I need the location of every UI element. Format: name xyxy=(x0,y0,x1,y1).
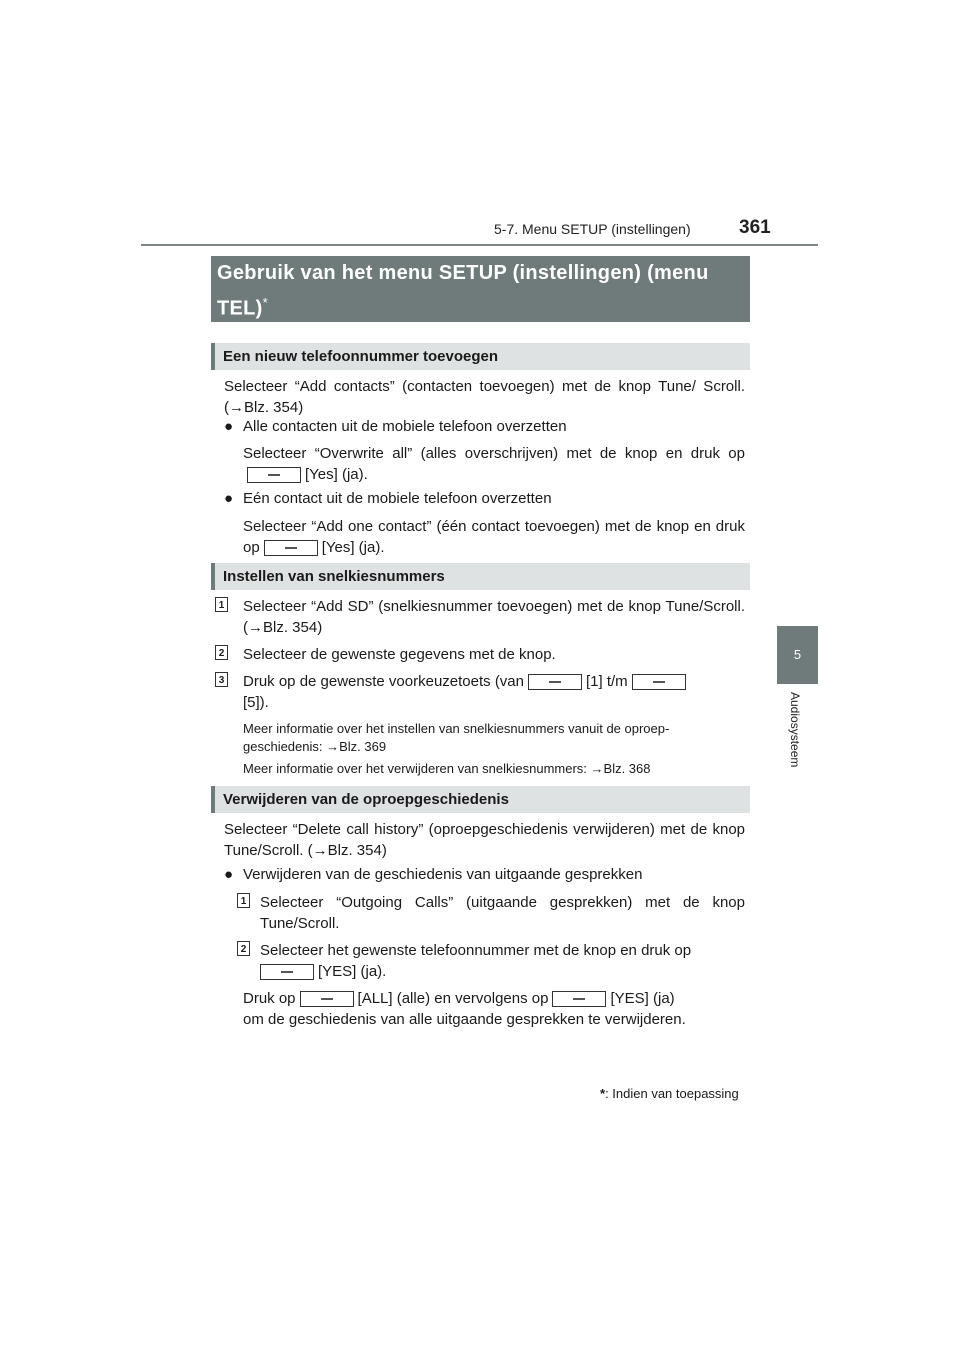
chapter-tab: 5 xyxy=(777,626,818,684)
button-icon xyxy=(300,991,354,1007)
step-text-part: [5]). xyxy=(243,694,269,711)
step-number: 1 xyxy=(237,893,250,908)
step-text-part: [1] t/m xyxy=(586,673,628,690)
bullet-item xyxy=(224,416,745,437)
button-icon xyxy=(260,964,314,980)
section-heading-add-number: Een nieuw telefoonnummer toevoegen xyxy=(211,343,750,370)
bullet-detail-text: Selecteer “Add one contact” (één contact toevoegen) met de knop en druk op xyxy=(243,518,745,556)
asterisk-mark: * xyxy=(600,1086,606,1101)
footnote-text: : Indien van toepassing xyxy=(605,1086,739,1101)
bullet-detail-text-end: [Yes] (ja). xyxy=(321,539,385,556)
text-part: [YES] (ja) xyxy=(610,990,675,1007)
step-text: Selecteer de gewenste gegevens met de knop. xyxy=(243,646,556,663)
bullet-text: Alle contacten uit de mobiele telefoon overzetten xyxy=(243,418,567,435)
header-divider xyxy=(141,244,818,246)
step-text-cont xyxy=(260,961,745,982)
step-text: Selecteer “Outgoing Calls” (uitgaande gesprekken) met de knop Tune/Scroll. xyxy=(260,894,745,932)
text-part: [ALL] (alle) en vervolgens op xyxy=(357,990,549,1007)
note-text: Meer informatie over het verwijderen van snelkiesnummers: →Blz. 368 xyxy=(243,761,651,776)
page-number: 361 xyxy=(739,217,771,238)
step-number: 2 xyxy=(237,941,250,956)
step-text xyxy=(243,671,745,713)
step-number: 2 xyxy=(215,645,228,660)
section1-intro: Selecteer “Add contacts” (contacten toevoegen) met de knop Tune/ Scroll. (→Blz. 354) xyxy=(224,378,745,416)
text-part: Druk op xyxy=(243,990,296,1007)
bullet-detail xyxy=(243,516,745,558)
bullet-detail-text: Selecteer “Overwrite all” (alles overschrijven) met de knop en druk op xyxy=(243,445,745,462)
button-icon xyxy=(552,991,606,1007)
asterisk-mark: * xyxy=(262,295,268,310)
bullet-detail xyxy=(243,443,745,485)
footnote xyxy=(600,1086,739,1101)
running-header-section: 5-7. Menu SETUP (instellingen) xyxy=(494,221,691,237)
button-icon xyxy=(632,674,686,690)
text-part: om de geschiedenis van alle uitgaande gesprekken te verwijderen. xyxy=(243,1011,686,1028)
bullet-text: Eén contact uit de mobiele telefoon overzetten xyxy=(243,490,552,507)
step-text-part: Druk op de gewenste voorkeuzetoets (van xyxy=(243,673,524,690)
step-text-part: [YES] (ja). xyxy=(318,963,387,980)
bullet-icon: ● xyxy=(224,418,234,435)
chapter-tab-label: Audiosysteem xyxy=(788,692,802,768)
section-heading-speed-dial: Instellen van snelkiesnummers xyxy=(211,563,750,590)
section-heading-delete-history: Verwijderen van de oproepgeschiedenis xyxy=(211,786,750,813)
note-text: Meer informatie over het instellen van snelkiesnummers vanuit de oproep- geschiedenis: →Blz. 369 xyxy=(243,721,670,754)
bullet-item xyxy=(224,864,745,885)
delete-all-text xyxy=(243,988,745,1030)
step-text: Selecteer het gewenste telefoonnummer met de knop en druk op xyxy=(260,942,692,959)
button-icon xyxy=(264,540,318,556)
button-icon xyxy=(528,674,582,690)
bullet-item xyxy=(224,488,745,509)
button-icon xyxy=(247,467,301,483)
bullet-detail-text-end: [Yes] (ja). xyxy=(305,466,368,483)
step-number: 3 xyxy=(215,672,228,687)
page-title xyxy=(211,256,750,322)
step-text: Selecteer “Add SD” (snelkiesnummer toevoegen) met de knop Tune/Scroll. (→Blz. 354) xyxy=(243,598,745,636)
section3-intro: Selecteer “Delete call history” (oproepgeschiedenis verwijderen) met de knop Tune/Scroll. (→Blz. 354) xyxy=(224,821,745,859)
bullet-text: Verwijderen van de geschiedenis van uitgaande gesprekken xyxy=(243,866,643,883)
bullet-icon: ● xyxy=(224,866,234,883)
bullet-icon: ● xyxy=(224,490,234,507)
step-number: 1 xyxy=(215,597,228,612)
page-title-text: Gebruik van het menu SETUP (instellingen) (menu TEL) xyxy=(217,262,709,320)
